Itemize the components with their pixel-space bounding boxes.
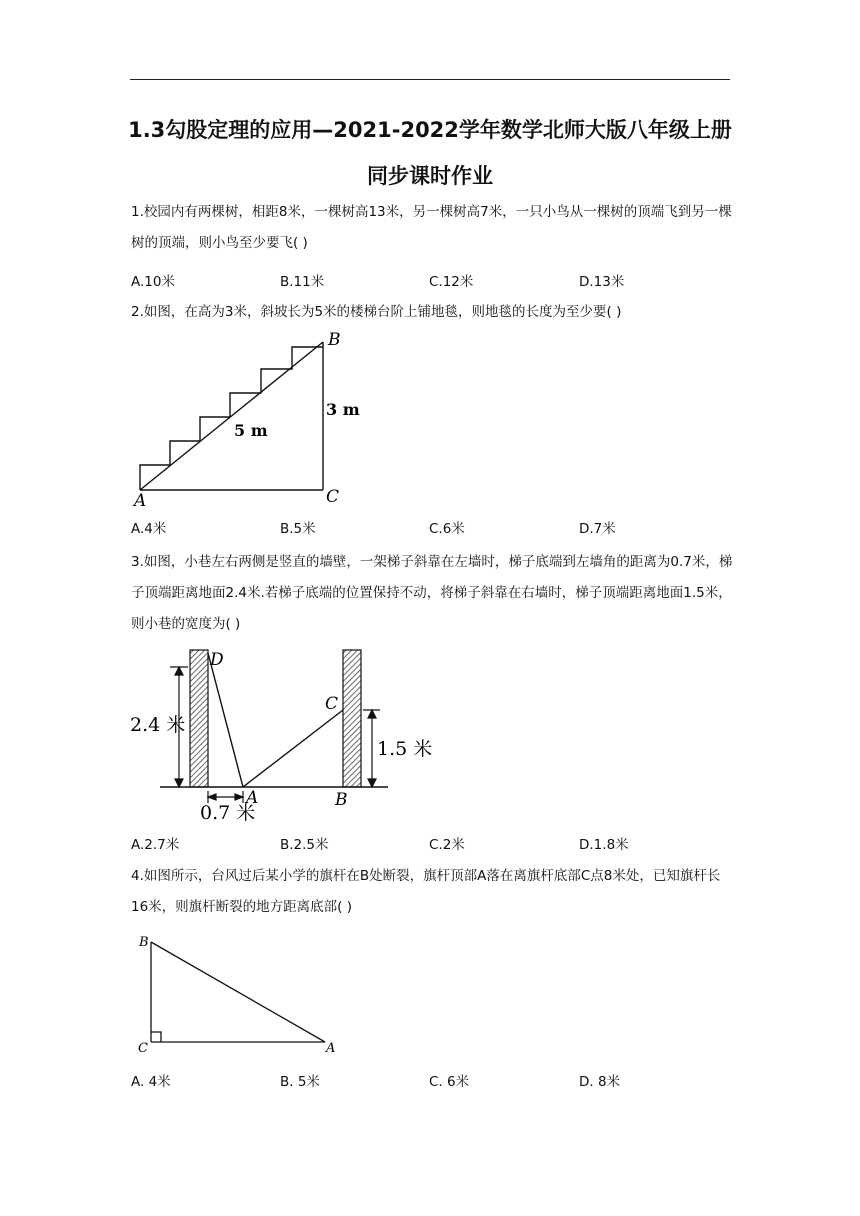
base-distance-label: 0.7 米 <box>200 802 256 824</box>
question-3-options <box>131 833 731 853</box>
right-angle-mark <box>151 1032 161 1042</box>
option-b[interactable]: B.11米 <box>280 274 325 290</box>
right-wall <box>343 650 361 787</box>
question-2-figure <box>130 330 360 510</box>
option-d[interactable]: D. 8米 <box>579 1074 621 1090</box>
option-b[interactable]: B.5米 <box>280 521 316 537</box>
option-c[interactable]: C.12米 <box>429 274 474 290</box>
page-subtitle: 同步课时作业 <box>367 164 493 188</box>
question-2-stem: 2.如图，在高为3米，斜坡长为5米的楼梯台阶上铺地毯，则地毯的长度为至少要( ) <box>131 304 622 320</box>
question-4-options <box>131 1070 731 1090</box>
question-3-figure <box>130 645 433 830</box>
question-1-options <box>131 270 731 290</box>
option-d[interactable]: D.1.8米 <box>579 837 629 853</box>
option-a[interactable]: A.10米 <box>131 274 175 290</box>
left-wall <box>190 650 208 787</box>
question-4-figure <box>135 928 345 1058</box>
stair-slope-line <box>140 342 323 490</box>
right-height-label: 1.5 米 <box>377 738 433 760</box>
option-b[interactable]: B. 5米 <box>280 1074 320 1090</box>
stair-height-label: 3 m <box>326 400 360 419</box>
question-3-stem: 3.如图，小巷左右两侧是竖直的墙壁，一架梯子斜靠在左墙时，梯子底端到左墙角的距离为0.7米，梯子顶端距离地面2.4米.若梯子底端的位置保持不动，将梯子斜靠在右墙时，梯子顶端距离地面1.5米，则小巷的宽度为( ) <box>131 554 733 632</box>
alley-label-b: B <box>335 790 348 810</box>
page-title: 1.3勾股定理的应用—2021-2022学年数学北师大版八年级上册 <box>128 118 732 142</box>
alley-label-c: C <box>325 694 339 714</box>
ladder-left <box>208 653 243 787</box>
flag-label-b: B <box>139 935 149 950</box>
option-c[interactable]: C. 6米 <box>429 1074 470 1090</box>
alley-label-a: A <box>246 788 259 808</box>
stair-slope-label: 5 m <box>234 421 268 440</box>
left-height-label: 2.4 米 <box>130 714 186 736</box>
ladder-right <box>243 710 343 787</box>
option-d[interactable]: D.7米 <box>579 521 616 537</box>
stair-label-c: C <box>326 487 340 507</box>
option-b[interactable]: B.2.5米 <box>280 837 329 853</box>
alley-label-d: D <box>210 650 224 670</box>
flag-label-c: C <box>138 1041 148 1056</box>
question-1-stem: 1.校园内有两棵树，相距8米，一棵树高13米，另一棵树高7米，一只小鸟从一棵树的顶端飞到另一棵树的顶端，则小鸟至少要飞( ) <box>131 204 732 251</box>
header-rule <box>130 79 730 80</box>
question-4-stem: 4.如图所示，台风过后某小学的旗杆在B处断裂，旗杆顶部A落在离旗杆底部C点8米处，已知旗杆长16米，则旗杆断裂的地方距离底部( ) <box>131 868 721 915</box>
option-c[interactable]: C.2米 <box>429 837 465 853</box>
option-d[interactable]: D.13米 <box>579 274 625 290</box>
flag-label-a: A <box>326 1041 336 1056</box>
question-2-options <box>131 517 731 537</box>
option-a[interactable]: A. 4米 <box>131 1074 171 1090</box>
option-a[interactable]: A.2.7米 <box>131 837 180 853</box>
option-c[interactable]: C.6米 <box>429 521 465 537</box>
option-a[interactable]: A.4米 <box>131 521 167 537</box>
broken-part-line <box>151 942 325 1042</box>
stair-label-a: A <box>134 491 147 511</box>
stair-label-b: B <box>328 330 341 350</box>
